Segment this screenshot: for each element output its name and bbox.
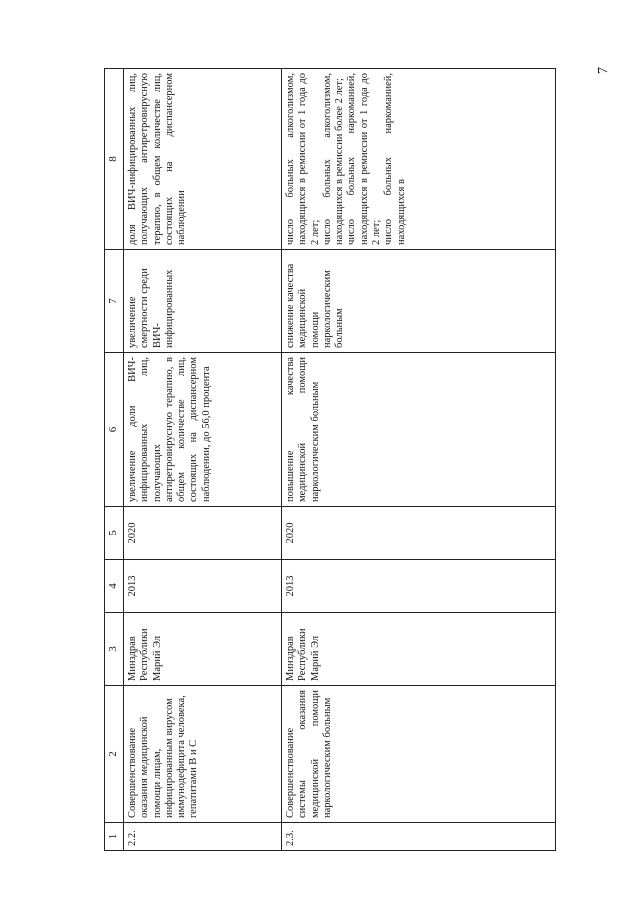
rotated-table-container <box>104 69 570 851</box>
header-cell: 7 <box>105 250 124 353</box>
task-cell: Совершенствование оказания медицинской помощи лицам, инфицированным вирусом иммунодефицита человека, гепатитами В и С <box>124 686 282 823</box>
end-year-cell: 2020 <box>124 507 282 560</box>
program-table <box>104 68 556 851</box>
header-cell: 8 <box>105 69 124 250</box>
header-cell: 1 <box>105 823 124 851</box>
page-number: 7 <box>596 67 611 74</box>
task-cell: Совершенствование системы оказания медицинской помощи наркологическим больным <box>282 686 556 823</box>
result-cell: увеличение доли ВИЧ-инфицированных лиц, получающих антиретровирусную терапию, в общем количестве лиц, состоящих на диспансерном наблюдении, до 56,0 процента <box>124 353 282 507</box>
row-number: 2.3. <box>282 823 556 851</box>
executor-cell: Минздрав Республики Марий Эл <box>124 613 282 686</box>
row-number: 2.2. <box>124 823 282 851</box>
header-cell: 4 <box>105 560 124 613</box>
header-cell: 2 <box>105 686 124 823</box>
header-cell: 6 <box>105 353 124 507</box>
indicator-cell: число больных алкоголизмом, находящихся в ремиссии от 1 года до 2 лет; число больных алкоголизмом, находящихся в ремиссии более 2 лет; число больных наркоманией, находящихся в ремиссии от 1 года до 2 лет; число больных наркоманией, находящихся в <box>282 69 556 250</box>
header-cell: 5 <box>105 507 124 560</box>
indicator-cell: доля ВИЧ-инфицированных лиц, получающих антиретровирусную терапию, в общем количестве лиц, состоящих на диспансерном наблюдении <box>124 69 282 250</box>
table-row <box>124 69 282 851</box>
consequence-cell: увеличение смертности среди ВИЧ-инфицированных <box>124 250 282 353</box>
header-cell: 3 <box>105 613 124 686</box>
start-year-cell: 2013 <box>124 560 282 613</box>
result-cell: повышение качества медицинской помощи наркологическим больным <box>282 353 556 507</box>
header-row <box>105 69 124 851</box>
end-year-cell: 2020 <box>282 507 556 560</box>
table-row <box>282 69 556 851</box>
start-year-cell: 2013 <box>282 560 556 613</box>
executor-cell: Минздрав Республики Марий Эл <box>282 613 556 686</box>
consequence-cell: снижение качества медицинской помощи наркологическим больным <box>282 250 556 353</box>
